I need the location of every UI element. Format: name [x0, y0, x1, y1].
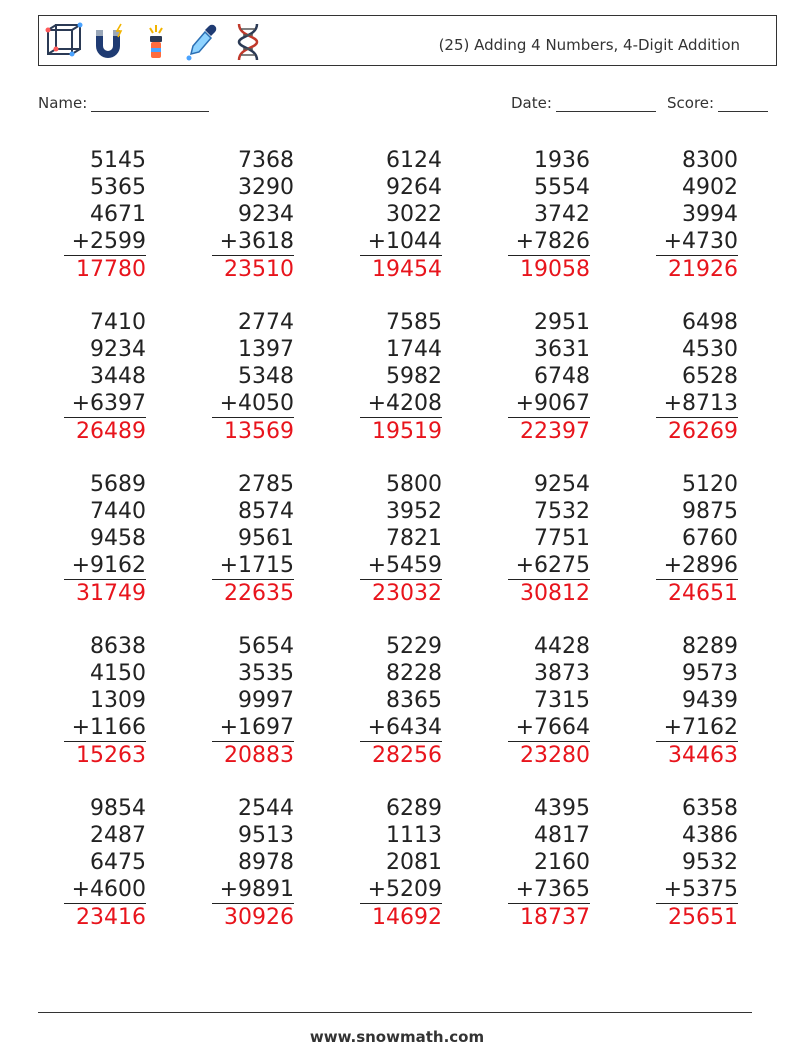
- addend: 5348: [238, 364, 294, 389]
- addend: 6748: [534, 364, 590, 389]
- answer: 26489: [76, 419, 146, 444]
- addend-last: +8713: [656, 390, 738, 418]
- addend: 5689: [90, 472, 146, 497]
- worksheet-header: [38, 15, 777, 66]
- worksheet-title: (25) Adding 4 Numbers, 4-Digit Addition: [438, 36, 740, 54]
- addend: 8978: [238, 850, 294, 875]
- addend: 5365: [90, 175, 146, 200]
- addend: 6528: [682, 364, 738, 389]
- name-label: Name:: [38, 94, 88, 112]
- addition-problem: [352, 471, 442, 607]
- addend: 2774: [238, 310, 294, 335]
- answer: 30812: [520, 581, 590, 606]
- addend: 7315: [534, 688, 590, 713]
- addend: 5654: [238, 634, 294, 659]
- header-icons: [45, 22, 267, 62]
- addend: 2544: [238, 796, 294, 821]
- addend-last: +5209: [360, 876, 442, 904]
- answer: 19519: [372, 419, 442, 444]
- addend: 1309: [90, 688, 146, 713]
- addend-last: +5375: [656, 876, 738, 904]
- addend: 1936: [534, 148, 590, 173]
- addend: 5145: [90, 148, 146, 173]
- answer: 20883: [224, 743, 294, 768]
- addition-problem: [352, 633, 442, 769]
- answer: 25651: [668, 905, 738, 930]
- addend: 8574: [238, 499, 294, 524]
- addend-last: +9162: [64, 552, 146, 580]
- addition-problem: [648, 633, 738, 769]
- answer: 22635: [224, 581, 294, 606]
- answer: 26269: [668, 419, 738, 444]
- addition-problem: [352, 147, 442, 283]
- addend-last: +4050: [212, 390, 294, 418]
- addend: 4150: [90, 661, 146, 686]
- addend: 7410: [90, 310, 146, 335]
- addend: 3022: [386, 202, 442, 227]
- addend: 6124: [386, 148, 442, 173]
- addend-last: +6275: [508, 552, 590, 580]
- addend: 1744: [386, 337, 442, 362]
- addend: 9561: [238, 526, 294, 551]
- addition-problem: [56, 147, 146, 283]
- dna-icon: [229, 22, 267, 62]
- addend-last: +6434: [360, 714, 442, 742]
- answer: 23280: [520, 743, 590, 768]
- addend: 4902: [682, 175, 738, 200]
- answer: 21926: [668, 257, 738, 282]
- addend: 4817: [534, 823, 590, 848]
- answer: 23416: [76, 905, 146, 930]
- addend-last: +5459: [360, 552, 442, 580]
- name-field[interactable]: [38, 94, 209, 112]
- addend: 2160: [534, 850, 590, 875]
- addend: 3290: [238, 175, 294, 200]
- addend: 7585: [386, 310, 442, 335]
- addend: 9997: [238, 688, 294, 713]
- addend: 2081: [386, 850, 442, 875]
- date-line: [556, 97, 656, 112]
- addition-problem: [56, 309, 146, 445]
- addend: 2951: [534, 310, 590, 335]
- addition-problem: [648, 309, 738, 445]
- addend-last: +6397: [64, 390, 146, 418]
- addend: 7368: [238, 148, 294, 173]
- addition-problem: [56, 633, 146, 769]
- dropper-icon: [183, 22, 221, 62]
- addend: 3952: [386, 499, 442, 524]
- addend: 3631: [534, 337, 590, 362]
- answer: 31749: [76, 581, 146, 606]
- addend: 7440: [90, 499, 146, 524]
- answer: 22397: [520, 419, 590, 444]
- addend: 4428: [534, 634, 590, 659]
- answer: 24651: [668, 581, 738, 606]
- addition-problem: [56, 795, 146, 931]
- addend: 9234: [90, 337, 146, 362]
- addend: 3535: [238, 661, 294, 686]
- addend: 8289: [682, 634, 738, 659]
- addend-last: +7664: [508, 714, 590, 742]
- answer: 19454: [372, 257, 442, 282]
- addend-last: +7365: [508, 876, 590, 904]
- addend-last: +7826: [508, 228, 590, 256]
- cube-icon: [45, 22, 83, 62]
- addition-problem: [204, 471, 294, 607]
- addition-problem: [204, 309, 294, 445]
- addend: 8638: [90, 634, 146, 659]
- addend-last: +2599: [64, 228, 146, 256]
- magnet-icon: [91, 22, 129, 62]
- addend: 3448: [90, 364, 146, 389]
- answer: 19058: [520, 257, 590, 282]
- date-field[interactable]: [511, 94, 656, 112]
- answer: 18737: [520, 905, 590, 930]
- addend: 9234: [238, 202, 294, 227]
- addend: 7532: [534, 499, 590, 524]
- addend-last: +4600: [64, 876, 146, 904]
- answer: 23510: [224, 257, 294, 282]
- addend: 9439: [682, 688, 738, 713]
- addend: 9513: [238, 823, 294, 848]
- addition-problem: [204, 633, 294, 769]
- addend: 9875: [682, 499, 738, 524]
- addend: 9254: [534, 472, 590, 497]
- addition-problem: [648, 147, 738, 283]
- addition-problem: [204, 147, 294, 283]
- addend: 4671: [90, 202, 146, 227]
- addend-last: +1697: [212, 714, 294, 742]
- addition-problem: [648, 795, 738, 931]
- addend: 9458: [90, 526, 146, 551]
- addend: 9573: [682, 661, 738, 686]
- addend: 6475: [90, 850, 146, 875]
- score-field[interactable]: [667, 94, 768, 112]
- addend: 3994: [682, 202, 738, 227]
- addend-last: +1715: [212, 552, 294, 580]
- answer: 23032: [372, 581, 442, 606]
- answer: 28256: [372, 743, 442, 768]
- addend: 4395: [534, 796, 590, 821]
- addend: 2487: [90, 823, 146, 848]
- addition-problem: [204, 795, 294, 931]
- addend-last: +7162: [656, 714, 738, 742]
- addition-problem: [352, 795, 442, 931]
- addend: 5982: [386, 364, 442, 389]
- name-line: [91, 97, 209, 112]
- addend: 9264: [386, 175, 442, 200]
- footer-site: www.snowmath.com: [309, 1028, 485, 1046]
- footer-divider: [38, 1012, 752, 1013]
- addend-last: +2896: [656, 552, 738, 580]
- addend-last: +9067: [508, 390, 590, 418]
- addition-problem: [56, 471, 146, 607]
- addend: 8365: [386, 688, 442, 713]
- addend: 2785: [238, 472, 294, 497]
- answer: 13569: [224, 419, 294, 444]
- addend: 8300: [682, 148, 738, 173]
- addend: 5120: [682, 472, 738, 497]
- answer: 14692: [372, 905, 442, 930]
- score-label: Score:: [667, 94, 715, 112]
- addend: 4386: [682, 823, 738, 848]
- addend: 5800: [386, 472, 442, 497]
- addend: 6289: [386, 796, 442, 821]
- addition-problem: [648, 471, 738, 607]
- addend-last: +4208: [360, 390, 442, 418]
- addition-problem: [500, 309, 590, 445]
- addition-problem: [500, 147, 590, 283]
- addend-last: +3618: [212, 228, 294, 256]
- addend: 6498: [682, 310, 738, 335]
- addend: 1113: [386, 823, 442, 848]
- score-line: [718, 97, 768, 112]
- addend-last: +9891: [212, 876, 294, 904]
- addend: 4530: [682, 337, 738, 362]
- addition-problem: [500, 795, 590, 931]
- addend: 9532: [682, 850, 738, 875]
- addend: 6760: [682, 526, 738, 551]
- addend: 9854: [90, 796, 146, 821]
- addition-problem: [500, 471, 590, 607]
- addend: 8228: [386, 661, 442, 686]
- addend: 3873: [534, 661, 590, 686]
- answer: 17780: [76, 257, 146, 282]
- addend-last: +4730: [656, 228, 738, 256]
- addend: 3742: [534, 202, 590, 227]
- addition-problem: [352, 309, 442, 445]
- addend: 6358: [682, 796, 738, 821]
- answer: 30926: [224, 905, 294, 930]
- answer: 34463: [668, 743, 738, 768]
- addend: 7821: [386, 526, 442, 551]
- flashlight-icon: [137, 22, 175, 62]
- addend-last: +1044: [360, 228, 442, 256]
- addition-problem: [500, 633, 590, 769]
- date-label: Date:: [511, 94, 552, 112]
- answer: 15263: [76, 743, 146, 768]
- addend: 5554: [534, 175, 590, 200]
- addend-last: +1166: [64, 714, 146, 742]
- addend: 7751: [534, 526, 590, 551]
- addend: 5229: [386, 634, 442, 659]
- addend: 1397: [238, 337, 294, 362]
